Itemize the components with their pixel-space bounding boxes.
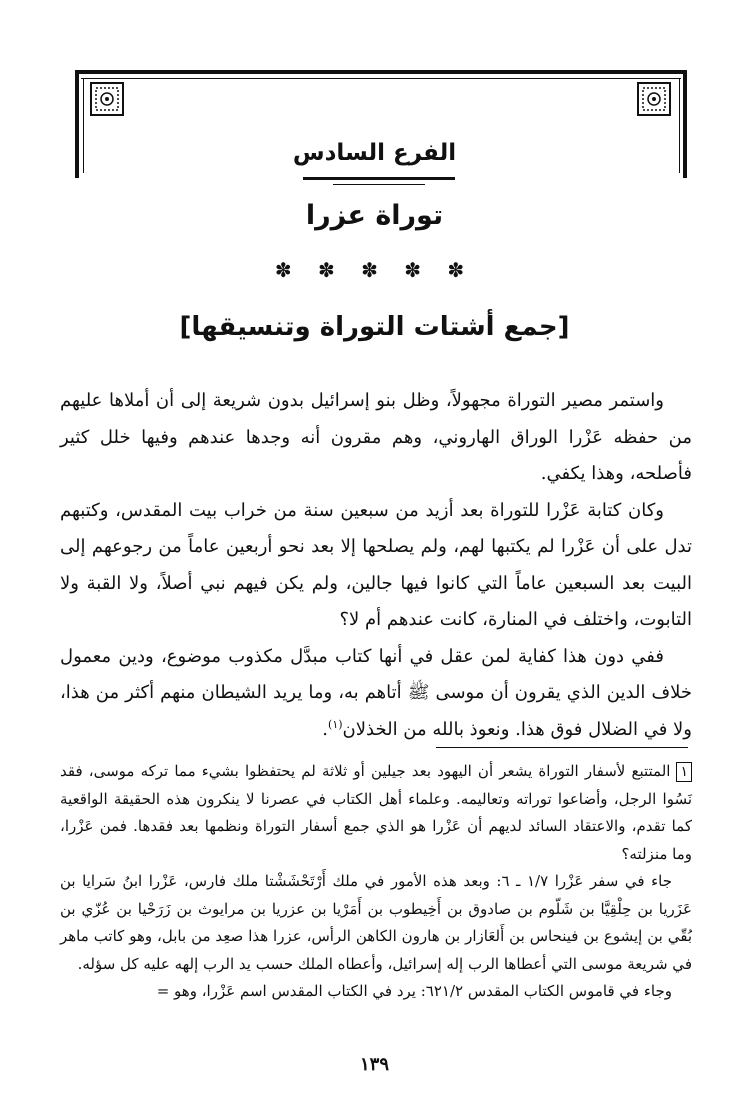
footnote-reference[interactable]: (١) — [328, 717, 343, 731]
footnote-1 — [60, 758, 692, 868]
paragraph-1: واستمر مصير التوراة مجهولاً، وظل بنو إسرائيل بدون شريعة إلى أن أملاها عليهم من حفظه عَزْرا الوراق الهاروني، وهم مقرون أنه وجدها عندهم وفيها خلل كثير فأصلحه، وهذا يكفي. — [60, 390, 692, 484]
chapter-title: توراة عزرا — [305, 200, 444, 231]
corner-ornament-right-icon — [637, 82, 671, 116]
footnote-number: ١ — [676, 762, 692, 782]
frame-top-border — [75, 70, 687, 74]
paragraph-3-text: ففي دون هذا كفاية لمن عقل في أنها كتاب مبدَّل مكذوب موضوع، ودين معمول خلاف الدين الذي يقرون أن موسى ﷺ أتاهم به، وما يريد الشيطان منهم أكثر من هذا، ولا في الضلال فوق هذا. ونعوذ بالله من الخذلان — [60, 645, 692, 740]
branch-heading: الفرع السادس — [292, 140, 457, 166]
main-text — [60, 383, 692, 748]
footnote-2: جاء في سفر عَزْرا ١/٧ ـ ٦: وبعد هذه الأمور في ملك أَرْتَحْشَشْتا ملك فارس، عَزْرا ابنُ سَرايا بن عَزَريا بن حِلْقِيَّا بن شَلّوم بن صادوق بن أَخِيطوب بن أَمَرْيا بن عزريا بن مرايوث بن زَرَحْيا بن عُزّي بن بُقّي بن إيشوع بن فينحاس بن أَلعَازار بن هارون الكاهن الرأس، عزرا هذا صعِد من بابل، وهو كاتب ماهر في شريعة موسى التي أعطاها الرب إله إسرائيل، وأعطاه الملك حسب يد الرب إلهه عليه كل سؤله. — [60, 872, 692, 973]
footnote-1-text: المتتبع لأسفار التوراة يشعر أن اليهود بعد جيلين أو ثلاثة لم يحتفظوا بشيء مما تركه موسى، فقد نَسُوا الرجل، وأضاعوا توراته وتعاليمه. وعلماء أهل الكتاب في عصرنا لا ينكرون هذه الحقيقة الواقعية كما تقدم، والاعتقاد السائد لديهم أن عَزْرا هو الذي جمع أسفار التوراة ونظمها بعد فقدها. فمن عَزْرا، وما منزلته؟ — [60, 762, 692, 863]
heading-underline-thin — [333, 184, 425, 185]
footnote-separator — [436, 747, 688, 748]
paragraph-2: وكان كتابة عَزْرا للتوراة بعد أزيد من سبعين سنة من خراب بيت المقدس، وكتبهم تدل على أن عَزْرا لم يكتبها لهم، ولم يصلحها إلا بعد نحو أربعين عاماً من رجوعهم إلى البيت بعد السبعين عاماً التي كانوا فيها جالين، ولم يكن فيهم نبي أصلاً، ولا القبة ولا التابوت، واختلف في المنارة، كانت عندهم أم لا؟ — [60, 499, 692, 630]
frame-top-inner-border — [81, 78, 681, 79]
page-number: ١٣٩ — [359, 1054, 389, 1075]
corner-ornament-left-icon — [90, 82, 124, 116]
heading-underline-thick — [303, 177, 455, 180]
section-heading: [جمع أشتات التوراة وتنسيقها] — [179, 312, 570, 342]
paragraph-3: ففي دون هذا كفاية لمن عقل في أنها كتاب مبدَّل مكذوب موضوع، ودين معمول خلاف الدين الذي يقرون أن موسى ﷺ أتاهم به، وما يريد الشيطان منهم أكثر من هذا، ولا في الضلال فوق هذا. ونعوذ بالله من الخذلان$^{(١)}$. — [60, 645, 692, 740]
footnote-3: وجاء في قاموس الكتاب المقدس ٦٢١/٢: يرد في الكتاب المقدس اسم عَزْرا، وهو = — [156, 982, 672, 1000]
footnotes — [60, 758, 692, 1006]
star-divider: ✽ ✽ ✽ ✽ ✽ — [274, 258, 475, 282]
